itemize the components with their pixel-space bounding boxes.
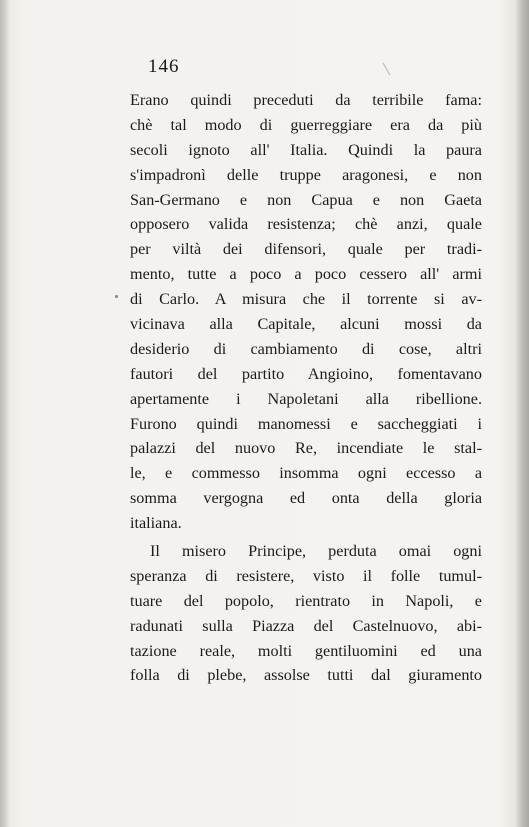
text-line: Il misero Principe, perduta omai ogni (150, 542, 482, 561)
text-line: opposero valida resistenza; chè anzi, quale (130, 215, 482, 234)
text-line: mento, tutte a poco a poco cessero all' armi (130, 265, 482, 284)
text-line: s'impadronì delle truppe aragonesi, e non (130, 165, 482, 184)
body-text (130, 88, 482, 688)
text-line: speranza di resistere, visto il folle tumul- (130, 566, 482, 585)
ink-spot (115, 295, 118, 298)
page-right-edge (515, 0, 529, 827)
text-line: secoli ignoto all' Italia. Quindi la paura (130, 140, 482, 159)
page-number: 146 (148, 56, 180, 77)
text-line: tazione reale, molti gentiluomini ed una (130, 641, 482, 660)
stray-mark (383, 63, 391, 76)
text-line: folla di plebe, assolse tutti dal giuramento (130, 666, 482, 685)
text-line: tuare del popolo, rientrato in Napoli, e (130, 591, 482, 610)
text-line: per viltà dei difensori, quale per tradi- (130, 240, 482, 259)
page-left-edge (0, 0, 10, 827)
text-line: le, e commesso insomma ogni eccesso a (130, 464, 482, 483)
paragraph-2 (130, 539, 482, 688)
text-line: palazzi del nuovo Re, incendiate le stal- (130, 439, 482, 458)
text-line: somma vergogna ed onta della gloria (130, 489, 482, 508)
text-line: San-Germano e non Capua e non Gaeta (130, 190, 482, 209)
text-line: italiana. (130, 514, 182, 533)
text-line: apertamente i Napoletani alla ribellione. (130, 389, 482, 408)
text-line: desiderio di cambiamento di cose, altri (130, 339, 482, 358)
paragraph-1 (130, 88, 482, 536)
text-line: radunati sulla Piazza del Castelnuovo, abi- (130, 616, 482, 635)
text-line: chè tal modo di guerreggiare era da più (130, 115, 482, 134)
text-line: Furono quindi manomessi e saccheggiati i (130, 414, 482, 433)
text-line: di Carlo. A misura che il torrente si av- (130, 290, 482, 309)
text-line: Erano quindi preceduti da terribile fama: (130, 91, 482, 109)
text-line: vicinava alla Capitale, alcuni mossi da (130, 315, 482, 334)
text-line: fautori del partito Angioino, fomentavano (130, 364, 482, 383)
